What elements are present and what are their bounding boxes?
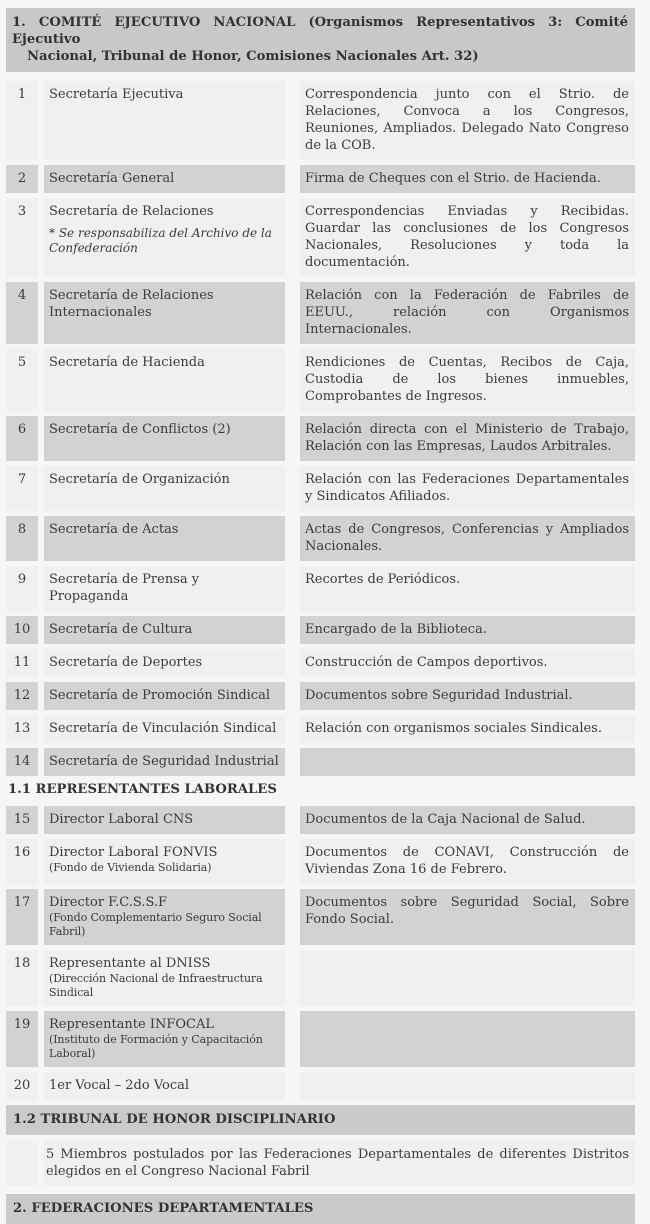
section-band-tribunal-de-honor: 1.2 TRIBUNAL DE HONOR DISCIPLINARIO: [6, 1105, 635, 1135]
row-description: Encargado de la Biblioteca.: [300, 616, 635, 644]
row-number: 3: [6, 198, 38, 277]
row-name: Secretaría de Conflictos (2): [44, 416, 285, 461]
row-description: Documentos de la Caja Nacional de Salud.: [300, 806, 635, 834]
row-number: 13: [6, 715, 38, 743]
row-description: Rendiciones de Cuentas, Recibos de Caja, Custodia de los bienes inmuebles, Comprobantes de Ingresos.: [300, 349, 635, 411]
row-name: Secretaría de Relaciones: [49, 204, 214, 219]
row-name: Director Laboral FONVIS: [49, 845, 218, 860]
row-description: Documentos de CONAVI, Construcción de Viviendas Zona 16 de Febrero.: [300, 839, 635, 884]
row-name: Secretaría General: [44, 165, 285, 193]
row-name: Secretaría de Deportes: [44, 649, 285, 677]
row-number: 20: [6, 1072, 38, 1100]
row-number-empty: [6, 1141, 38, 1186]
row-description: Correspondencias Enviadas y Recibidas. Guardar las conclusiones de los Congresos Nacionales, Resoluciones y toda la documentación.: [300, 198, 635, 277]
table-row: [6, 516, 635, 561]
table-row: [6, 349, 635, 411]
row-number: 1: [6, 81, 38, 160]
row-number: 8: [6, 516, 38, 561]
row-number: 14: [6, 748, 38, 776]
row-name: Secretaría de Cultura: [44, 616, 285, 644]
row-description: Recortes de Periódicos.: [300, 566, 635, 611]
table-row: [6, 416, 635, 461]
table-row: [6, 1011, 635, 1067]
table-row: [6, 806, 635, 834]
row-name: Secretaría de Relaciones Internacionales: [44, 282, 285, 344]
row-number: 17: [6, 889, 38, 945]
row-name: Representante al DNISS: [49, 956, 211, 971]
table-row: [6, 566, 635, 611]
row-number: 15: [6, 806, 38, 834]
row-number: 9: [6, 566, 38, 611]
row-number: 2: [6, 165, 38, 193]
row-description: Documentos sobre Seguridad Industrial.: [300, 682, 635, 710]
row-name: Secretaría de Promoción Sindical: [44, 682, 285, 710]
row-description: [300, 748, 635, 776]
row-subtitle: (Fondo Complementario Seguro Social Fabril): [49, 911, 262, 938]
row-description: Firma de Cheques con el Strio. de Hacienda.: [300, 165, 635, 193]
row-number: 11: [6, 649, 38, 677]
table-row: [6, 682, 635, 710]
table-row: [6, 715, 635, 743]
row-number: 19: [6, 1011, 38, 1067]
table-row: [6, 1141, 635, 1186]
row-name: Director Laboral CNS: [44, 806, 285, 834]
row-number: 6: [6, 416, 38, 461]
table-row: [6, 839, 635, 884]
section-band-federaciones-departamentales: 2. FEDERACIONES DEPARTAMENTALES: [6, 1194, 635, 1224]
table-row: [6, 81, 635, 160]
row-description: [300, 1072, 635, 1100]
row-description: Correspondencia junto con el Strio. de Relaciones, Convoca a los Congresos, Reuniones, Ampliados. Delegado Nato Congreso de la COB.: [300, 81, 635, 160]
row-number: 7: [6, 466, 38, 511]
row-name-cell: [44, 889, 285, 945]
section-heading-representantes-laborales: 1.1 REPRESENTANTES LABORALES: [8, 782, 277, 797]
row-number: 10: [6, 616, 38, 644]
row-description: Construcción de Campos deportivos.: [300, 649, 635, 677]
section-title-line1: 1. COMITÉ EJECUTIVO NACIONAL (Organismos Representativos 3: Comité Ejecutivo: [12, 15, 628, 47]
table-row: [6, 165, 635, 193]
table-row: [6, 649, 635, 677]
row-name: Representante INFOCAL: [49, 1017, 215, 1032]
row-number: 18: [6, 950, 38, 1006]
row-subtitle: (Fondo de Vivienda Solidaria): [49, 861, 212, 874]
row-name-cell: [44, 839, 285, 884]
row-name-cell: [44, 950, 285, 1006]
row-name: 1er Vocal – 2do Vocal: [44, 1072, 285, 1100]
row-name: Secretaría Ejecutiva: [44, 81, 285, 160]
table-row: [6, 748, 635, 776]
row-name: Secretaría de Vinculación Sindical: [44, 715, 285, 743]
row-description: Relación con la Federación de Fabriles de EEUU., relación con Organismos Internacionales.: [300, 282, 635, 344]
table-row: [6, 198, 635, 277]
row-name: Secretaría de Organización: [44, 466, 285, 511]
row-description: [300, 950, 635, 1006]
section-band-comite-ejecutivo: [6, 8, 635, 72]
row-number: 16: [6, 839, 38, 884]
table-row: [6, 466, 635, 511]
row-description: Actas de Congresos, Conferencias y Ampliados Nacionales.: [300, 516, 635, 561]
row-description: Relación con organismos sociales Sindicales.: [300, 715, 635, 743]
row-name-cell: [44, 198, 285, 277]
row-name-cell: [44, 1011, 285, 1067]
table-row: [6, 282, 635, 344]
tribunal-members-text: 5 Miembros postulados por las Federaciones Departamentales de diferentes Distritos elegidos en el Congreso Nacional Fabril: [44, 1141, 635, 1186]
row-description: Documentos sobre Seguridad Social, Sobre Fondo Social.: [300, 889, 635, 945]
table-row: [6, 616, 635, 644]
table-row: [6, 889, 635, 945]
row-footnote: * Se responsabiliza del Archivo de la Confederación: [49, 226, 272, 255]
row-number: 4: [6, 282, 38, 344]
row-name: Director F.C.S.S.F: [49, 895, 168, 910]
row-description: Relación directa con el Ministerio de Trabajo, Relación con las Empresas, Laudos Arbitrales.: [300, 416, 635, 461]
row-number: 12: [6, 682, 38, 710]
row-description: Relación con las Federaciones Departamentales y Sindicatos Afiliados.: [300, 466, 635, 511]
row-name: Secretaría de Actas: [44, 516, 285, 561]
row-name: Secretaría de Seguridad Industrial: [44, 748, 285, 776]
row-subtitle: (Dirección Nacional de Infraestructura Sindical: [49, 972, 263, 999]
row-name: Secretaría de Hacienda: [44, 349, 285, 411]
row-number: 5: [6, 349, 38, 411]
row-subtitle: (Instituto de Formación y Capacitación Laboral): [49, 1033, 263, 1060]
table-row: [6, 950, 635, 1006]
row-name: Secretaría de Prensa y Propaganda: [44, 566, 285, 611]
row-description: [300, 1011, 635, 1067]
section-title-line2: Nacional, Tribunal de Honor, Comisiones Nacionales Art. 32): [27, 49, 479, 64]
table-row: [6, 1072, 635, 1100]
